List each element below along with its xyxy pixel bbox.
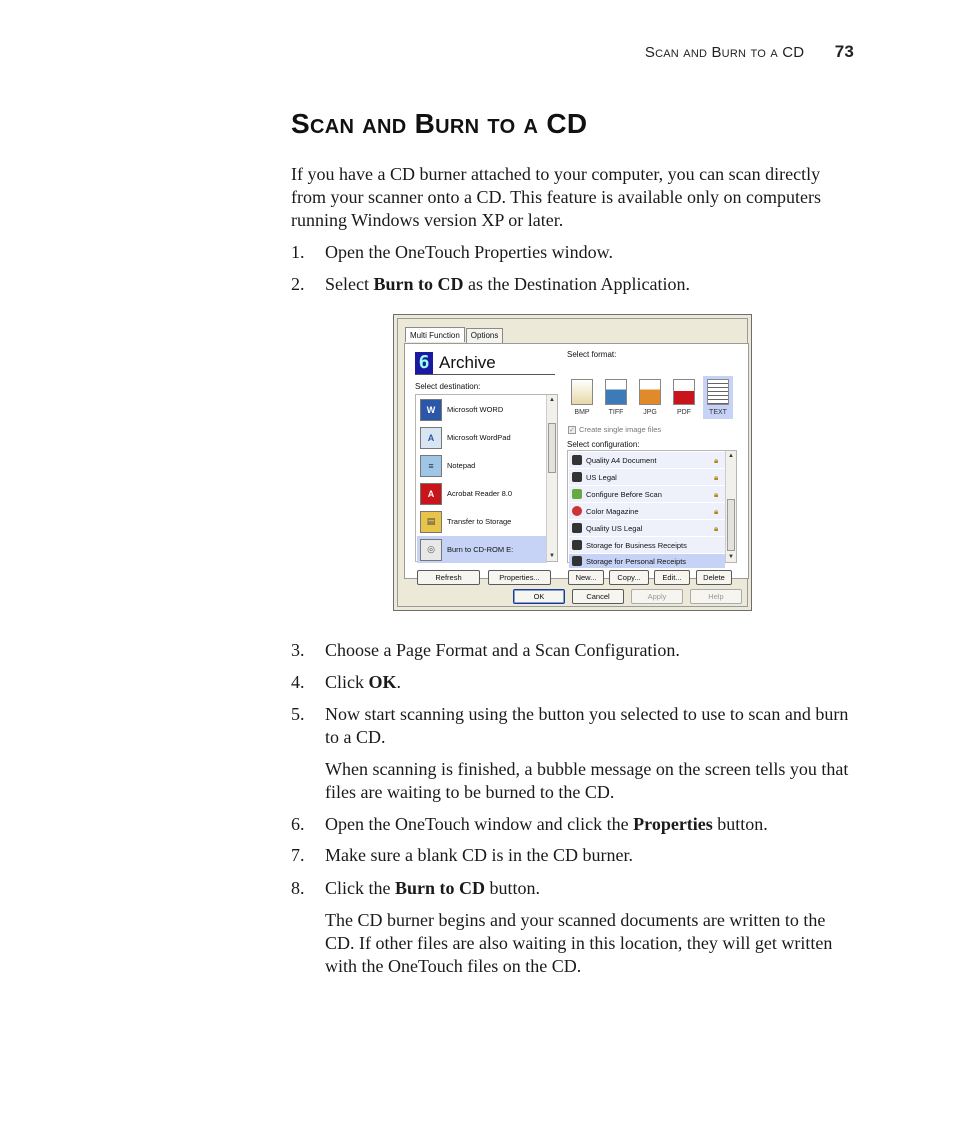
lock-icon: 🔒︎	[714, 523, 719, 533]
list-item-selected[interactable]: ◎ Burn to CD-ROM E:	[417, 536, 547, 563]
intro-paragraph: If you have a CD burner attached to your computer, you can scan directly from your scanner onto a CD. This feature is available only on computers running Windows version XP or later.	[291, 164, 822, 230]
properties-button[interactable]: Properties...	[488, 570, 551, 585]
storage-icon: ▤	[420, 511, 442, 533]
page-number: 73	[834, 42, 854, 61]
scroll-up-icon[interactable]: ▲	[728, 453, 734, 459]
tab-multi-function[interactable]: Multi Function	[405, 327, 465, 342]
cancel-button[interactable]: Cancel	[572, 589, 624, 604]
step-number: 4.	[291, 672, 305, 692]
scrollbar-thumb[interactable]	[548, 423, 556, 473]
running-header	[540, 42, 854, 62]
edit-button[interactable]: Edit...	[654, 570, 690, 585]
step-number: 2.	[291, 274, 305, 294]
config-icon	[572, 489, 582, 499]
config-icon	[572, 472, 582, 482]
step-3	[291, 639, 854, 662]
format-jpg[interactable]: JPG	[635, 376, 665, 419]
running-header-title: Scan and Burn to a CD	[644, 44, 805, 61]
button-name: Archive	[439, 353, 496, 372]
step-number: 5.	[291, 704, 305, 724]
acrobat-icon: A	[420, 483, 442, 505]
bold-term: Properties	[633, 814, 713, 834]
list-item[interactable]: W Microsoft WORD	[417, 396, 547, 423]
config-icon	[572, 556, 582, 566]
list-item[interactable]: US Legal 🔒︎	[569, 469, 725, 485]
dialog-body	[397, 318, 748, 607]
step-text: Select Burn to CD as the Destination Application.	[325, 274, 690, 294]
bold-term: OK	[368, 672, 397, 692]
step-2	[291, 273, 854, 296]
step-4	[291, 671, 854, 694]
word-icon: W	[420, 399, 442, 421]
help-button[interactable]: Help	[690, 589, 742, 604]
config-icon	[572, 455, 582, 465]
lock-icon: 🔒︎	[714, 455, 719, 465]
scroll-down-icon[interactable]: ▼	[549, 553, 555, 559]
step-text: Make sure a blank CD is in the CD burner.	[325, 845, 633, 865]
step-8-note: The CD burner begins and your scanned documents are written to the CD. If other files are also waiting in this location, they will get written with the OneTouch files on the CD.	[325, 910, 833, 976]
button-number-display: 6	[415, 352, 433, 374]
configuration-list[interactable]	[567, 450, 737, 566]
single-image-checkbox[interactable]: ✓ Create single image files	[569, 425, 662, 434]
step-8	[291, 877, 854, 900]
checkbox-box[interactable]: ✓	[569, 426, 575, 434]
step-text: Click the Burn to CD button.	[325, 878, 541, 898]
step-number: 3.	[291, 640, 305, 660]
bold-term: Burn to CD	[373, 274, 464, 294]
list-item[interactable]: Storage for Business Receipts	[569, 537, 725, 553]
delete-button[interactable]: Delete	[696, 570, 732, 585]
bmp-icon	[571, 379, 593, 405]
select-format-label: Select format:	[567, 350, 617, 359]
jpg-icon	[639, 379, 661, 405]
format-tiff[interactable]: TIFF	[601, 376, 631, 419]
apply-button[interactable]: Apply	[631, 589, 683, 604]
list-item[interactable]: Quality A4 Document 🔒︎	[569, 452, 725, 468]
step-6	[291, 813, 854, 836]
tab-bar	[405, 328, 503, 343]
configuration-scrollbar[interactable]	[725, 451, 736, 562]
scrollbar-thumb[interactable]	[727, 499, 735, 551]
list-item[interactable]: ≡ Notepad	[417, 452, 547, 479]
list-item[interactable]: A Acrobat Reader 8.0	[417, 480, 547, 507]
lock-icon: 🔒︎	[714, 506, 719, 516]
step-text: Open the OneTouch window and click the Properties button.	[325, 814, 768, 834]
lock-icon: 🔒︎	[714, 472, 719, 482]
list-item[interactable]: A Microsoft WordPad	[417, 424, 547, 451]
copy-button[interactable]: Copy...	[609, 570, 649, 585]
format-text[interactable]: TEXT	[703, 376, 733, 419]
step-number: 6.	[291, 814, 305, 834]
wordpad-icon: A	[420, 427, 442, 449]
step-5	[291, 703, 854, 749]
ok-button[interactable]: OK	[513, 589, 565, 604]
config-icon	[572, 523, 582, 533]
format-pdf[interactable]: PDF	[669, 376, 699, 419]
button-header	[415, 352, 555, 375]
list-item[interactable]: Configure Before Scan 🔒︎	[569, 486, 725, 502]
tiff-icon	[605, 379, 627, 405]
page-title: Scan and Burn to a CD	[291, 108, 588, 139]
step-text: Now start scanning using the button you selected to use to scan and burn to a CD.	[325, 704, 849, 747]
select-destination-label: Select destination:	[415, 382, 481, 391]
lock-icon: 🔒︎	[714, 489, 719, 499]
list-item[interactable]: Quality US Legal 🔒︎	[569, 520, 725, 536]
step-5-note: When scanning is finished, a bubble message on the screen tells you that files are waiting to be burned to the CD.	[325, 759, 849, 802]
destination-list[interactable]	[415, 394, 558, 562]
step-text: Open the OneTouch Properties window.	[325, 242, 614, 262]
scroll-down-icon[interactable]: ▼	[728, 554, 734, 560]
bold-term: Burn to CD	[395, 878, 486, 898]
step-number: 8.	[291, 878, 305, 898]
step-1	[291, 241, 854, 264]
step-7	[291, 844, 854, 867]
scroll-up-icon[interactable]: ▲	[549, 397, 555, 403]
list-item-selected[interactable]: Storage for Personal Receipts	[569, 554, 725, 568]
format-selector	[567, 376, 737, 419]
list-item[interactable]: ▤ Transfer to Storage	[417, 508, 547, 535]
select-configuration-label: Select configuration:	[567, 440, 640, 449]
step-text: Click OK.	[325, 672, 402, 692]
text-icon	[707, 379, 729, 405]
step-text: Choose a Page Format and a Scan Configuration.	[325, 640, 680, 660]
config-icon	[572, 506, 582, 516]
tab-panel	[404, 343, 749, 582]
step-number: 7.	[291, 845, 305, 865]
tab-options[interactable]: Options	[466, 328, 504, 343]
refresh-button[interactable]: Refresh	[417, 570, 480, 585]
list-item[interactable]: Color Magazine 🔒︎	[569, 503, 725, 519]
notepad-icon: ≡	[420, 455, 442, 477]
config-icon	[572, 540, 582, 550]
pdf-icon	[673, 379, 695, 405]
new-button[interactable]: New...	[568, 570, 604, 585]
format-bmp[interactable]: BMP	[567, 376, 597, 419]
step-number: 1.	[291, 242, 305, 262]
onetouch-properties-dialog	[393, 314, 752, 611]
destination-scrollbar[interactable]	[546, 395, 557, 561]
cd-icon: ◎	[420, 539, 442, 561]
